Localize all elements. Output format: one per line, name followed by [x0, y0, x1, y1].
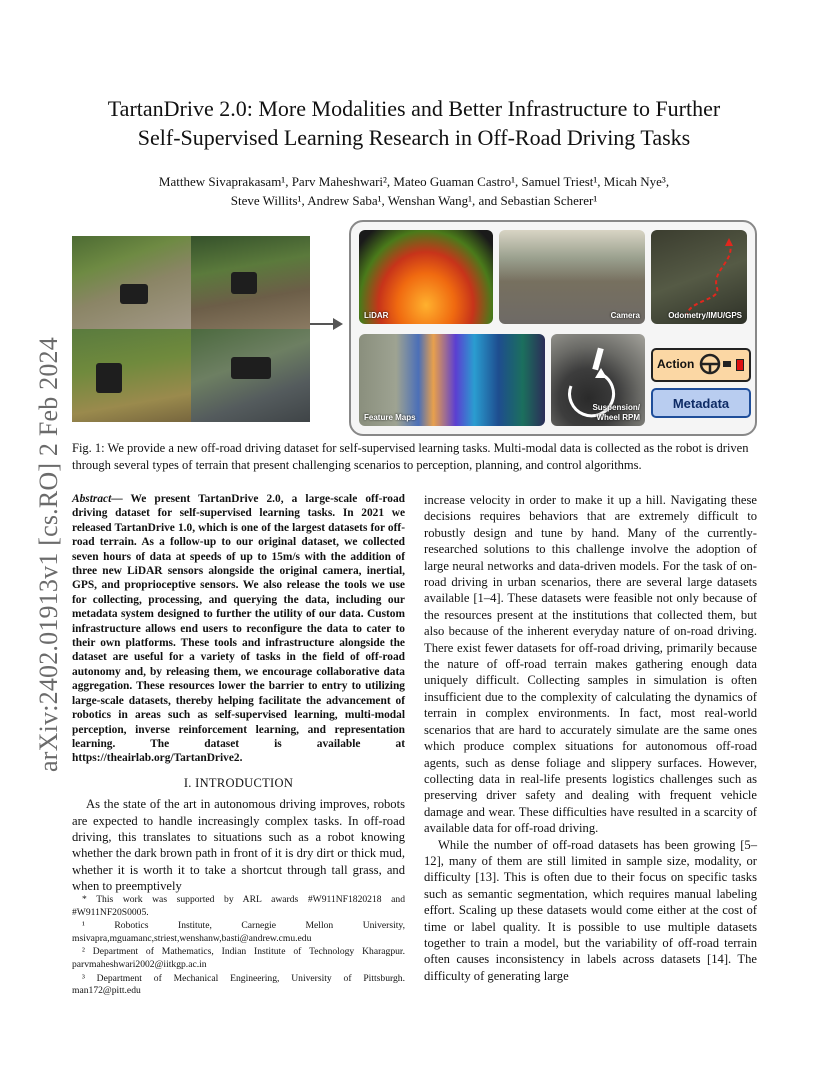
metadata-label: Metadata: [672, 395, 730, 411]
left-column: [72, 492, 405, 895]
robot-photo-grid: [72, 236, 310, 422]
camera-tile: [499, 230, 645, 324]
action-label: Action: [657, 357, 695, 371]
abstract-lead: Abstract: [72, 493, 112, 505]
authors-line-1: Matthew Sivaprakasam¹, Parv Maheshwari², Mateo Guaman Castro¹, Samuel Triest¹, Micah Nye³,: [158, 174, 670, 189]
steering-wheel-icon: [699, 353, 733, 375]
abstract: [72, 492, 405, 766]
figure-1: [70, 218, 760, 433]
footnote-pitt: ³ Department of Mechanical Engineering, University of Pittsburgh. man172@pitt.edu: [72, 972, 405, 997]
metadata-box: [651, 388, 751, 418]
title-line-2: Self-Supervised Learning Research in Off-Road Driving Tasks: [137, 125, 691, 150]
robot-photo-rocky-clearing: [191, 236, 310, 329]
odometry-tile: [651, 230, 747, 324]
title-line-1: TartanDrive 2.0: More Modalities and Better Infrastructure to Further: [107, 96, 721, 121]
feature-maps-label: Feature Maps: [364, 413, 416, 422]
robot-photo-tall-grass: [72, 329, 191, 422]
right-paragraph-2: While the number of off-road datasets has been growing [5–12], many of them are still limited in sample size, modality, or difficulty [13]. This is often due to their focus on specific tasks such as semantic segmentation, which requires manual labeling effort. Scaling up these datasets would come either at the cost of time or label quality. It is possible to use multiple datasets together to train a model, but the variability of off-road terrain often causes inconsistency in labels across datasets [14]. The difficulty of generating large: [424, 837, 757, 983]
section-heading-introduction: I. INTRODUCTION: [183, 775, 294, 790]
intro-paragraph-1: As the state of the art in autonomous driving improves, robots are expected to handle increasingly complex tasks. In off-road driving, this translates to situations such as a robot knowing whether the dark brown path in front of it is dry dirt or thick mud, whether it is worth it to take a shortcut through tall grass, and when to preemptively: [72, 797, 405, 894]
robot-photo-paved-road: [191, 329, 310, 422]
robot-photo-forest-trail: [72, 236, 191, 329]
footnote-iit: ² Department of Mathematics, Indian Institute of Technology Kharagpur. parvmaheshwari2002@iitkgp.ac.in: [72, 946, 405, 970]
action-box: [651, 348, 751, 382]
pedal-icon: [736, 359, 744, 371]
arxiv-sidebar: [14, 292, 63, 772]
camera-label: Camera: [610, 311, 640, 320]
modalities-panel: [349, 220, 757, 436]
suspension-label: Suspension/ Wheel RPM: [592, 403, 640, 422]
authors-line-2: Steve Willits¹, Andrew Saba¹, Wenshan Wang¹, and Sebastian Scherer¹: [230, 193, 598, 208]
paper-title: [80, 94, 748, 152]
lidar-tile: [359, 230, 493, 324]
odometry-label: Odometry/IMU/GPS: [668, 311, 742, 320]
footnote-cmu: ¹ Robotics Institute, Carnegie Mellon University, msivapra,mguamanc,striest,wenshanw,basti@andrew.cmu.edu: [72, 920, 405, 944]
footnotes: [72, 894, 405, 999]
abstract-text: — We present TartanDrive 2.0, a large-scale off-road driving dataset for self-supervised learning tasks. In 2021 we released TartanDrive 1.0, which is one of the largest datasets for off-road terrain. As a follow-up to our original dataset, we collected seven hours of data at speeds of up to 15m/s with the addition of three new LiDAR sensors alongside the original camera, inertial, GPS, and proprioceptive sensors. We also release the tools we use for collecting, processing, and querying the data, including our metadata system designed to further the utility of our data. Custom infrastructure allows end users to reconfigure the data to cater to their own platforms. These tools and infrastructure alongside the dataset are useful for a variety of tasks in the field of off-road autonomy and, by releasing them, we encourage collaborative data aggregation. These resources lower the barrier to entry to utilizing large-scale datasets, thereby helping facilitate the advancement of robotics in areas such as self-supervised learning, multi-modal perception, inverse reinforcement learning, and representation learning. The dataset is available at https://theairlab.org/TartanDrive2.: [72, 493, 405, 765]
right-column: [424, 492, 757, 984]
right-paragraph-1: increase velocity in order to make it up a hill. Navigating these decisions requires behaviors that are extremely difficult to robustly design and tune by hand. Many of the currently-researched solutions to this challenge involve the adoption of large neural networks and data-driven models. For the task of on-road driving in urban scenarios, there are several large datasets available [1–4]. These datasets were feasible not only because of the resources present at the institutions that collected them, but also because of the inherent everyday nature of on-road driving. There exist fewer datasets for off-road driving, primarily because the nature of off-road terrain makes gathering enough data uniquely difficult. Collecting samples in simulation is often insufficient due to the complexity of calculating the dynamics of terrain in complex environments. In fact, most real-world scenarios that are hard to accurately simulate are the same ones which produce complex situations for autonomous off-road agents, such as dense foliage and slippery surfaces. However, collecting data in real-life presents logistics challenges such as preserving driver safety and dealing with frequent vehicle damage and wear. These difficulties have resulted in a scarcity of available data for off-road driving.: [424, 493, 757, 836]
flow-arrow-head: [333, 318, 343, 330]
author-list: [80, 172, 748, 210]
suspension-tile: [551, 334, 645, 426]
gps-trajectory-icon: [651, 230, 747, 324]
arxiv-identifier: arXiv:2402.01913v1 [cs.RO] 2 Feb 2024: [34, 337, 63, 772]
lidar-label: LiDAR: [364, 311, 389, 320]
feature-maps-tile: [359, 334, 545, 426]
footnote-funding: * This work was supported by ARL awards #W911NF1820218 and #W911NF20S0005.: [72, 894, 405, 918]
figure-caption: Fig. 1: We provide a new off-road driving dataset for self-supervised learning tasks. Multi-modal data is collected as the robot is driven through several types of terrain that present challenging scenarios to perception, planning, and control algorithms.: [72, 441, 749, 472]
